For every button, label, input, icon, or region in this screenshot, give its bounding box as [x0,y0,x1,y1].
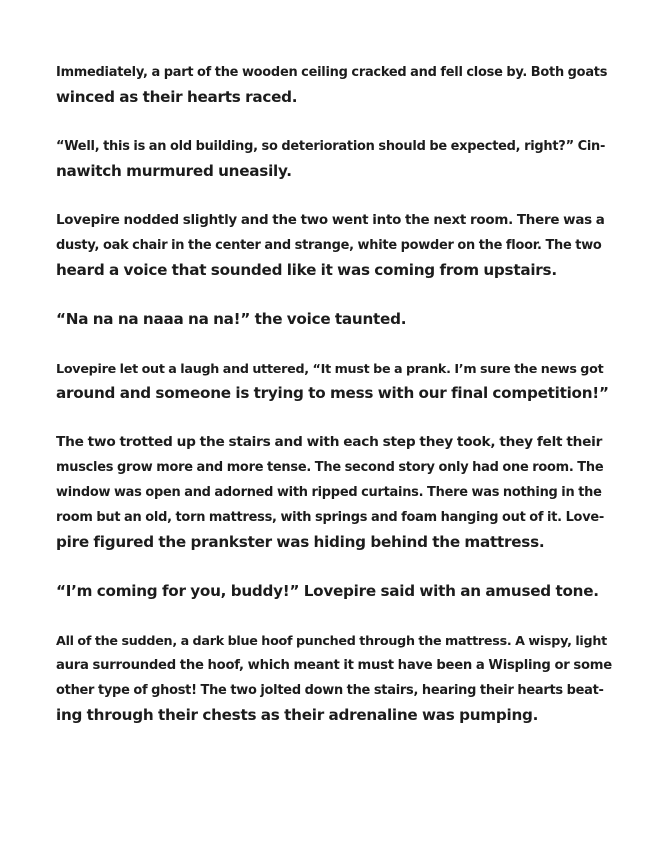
text-line: other type of ghost! The two jolted down the stairs, hearing their hearts beat- [56,683,604,698]
text-line: winced as their hearts raced. [56,88,298,106]
text-line: room but an old, torn mattress, with springs and foam hanging out of it. Love- [56,510,605,525]
text-line: muscles grow more and more tense. The second story only had one room. The [56,460,604,475]
text-line: aura surrounded the hoof, which meant it must have been a Wispling or some [56,658,612,673]
text-line: around and someone is trying to mess with our final competition!” [56,384,609,402]
paragraph-ghost-hoof [56,628,612,728]
text-line: “Well, this is an old building, so deterioration should be expected, right?” Cin- [56,139,606,154]
paragraph-coming-for-you [56,579,612,604]
paragraph-next-room [56,208,612,283]
text-line: The two trotted up the stairs and with each step they took, they felt their [56,434,603,450]
text-line: Immediately, a part of the wooden ceiling cracked and fell close by. Both goats [56,65,608,80]
paragraph-upstairs [56,430,612,555]
text-line: dusty, oak chair in the center and strange, white powder on the floor. The two [56,238,602,253]
text-line: All of the sudden, a dark blue hoof punched through the mattress. A wispy, light [56,633,607,648]
paragraph-voice-taunt [56,307,612,332]
text-line: Lovepire nodded slightly and the two went into the next room. There was a [56,213,605,228]
story-page [56,60,612,752]
text-line: “Na na na naaa na na!” the voice taunted. [56,310,407,328]
paragraph-cinnawitch-dialogue [56,134,612,184]
paragraph-prank-theory [56,356,612,406]
text-line: heard a voice that sounded like it was coming from upstairs. [56,261,557,279]
text-line: ing through their chests as their adrenaline was pumping. [56,706,539,724]
paragraph-ceiling-cracks [56,60,612,110]
text-line: pire figured the prankster was hiding behind the mattress. [56,533,545,551]
text-line: “I’m coming for you, buddy!” Lovepire said with an amused tone. [56,582,599,600]
text-line: window was open and adorned with ripped curtains. There was nothing in the [56,485,602,500]
text-line: nawitch murmured uneasily. [56,162,292,180]
text-line: Lovepire let out a laugh and uttered, “It must be a prank. I’m sure the news got [56,361,604,376]
